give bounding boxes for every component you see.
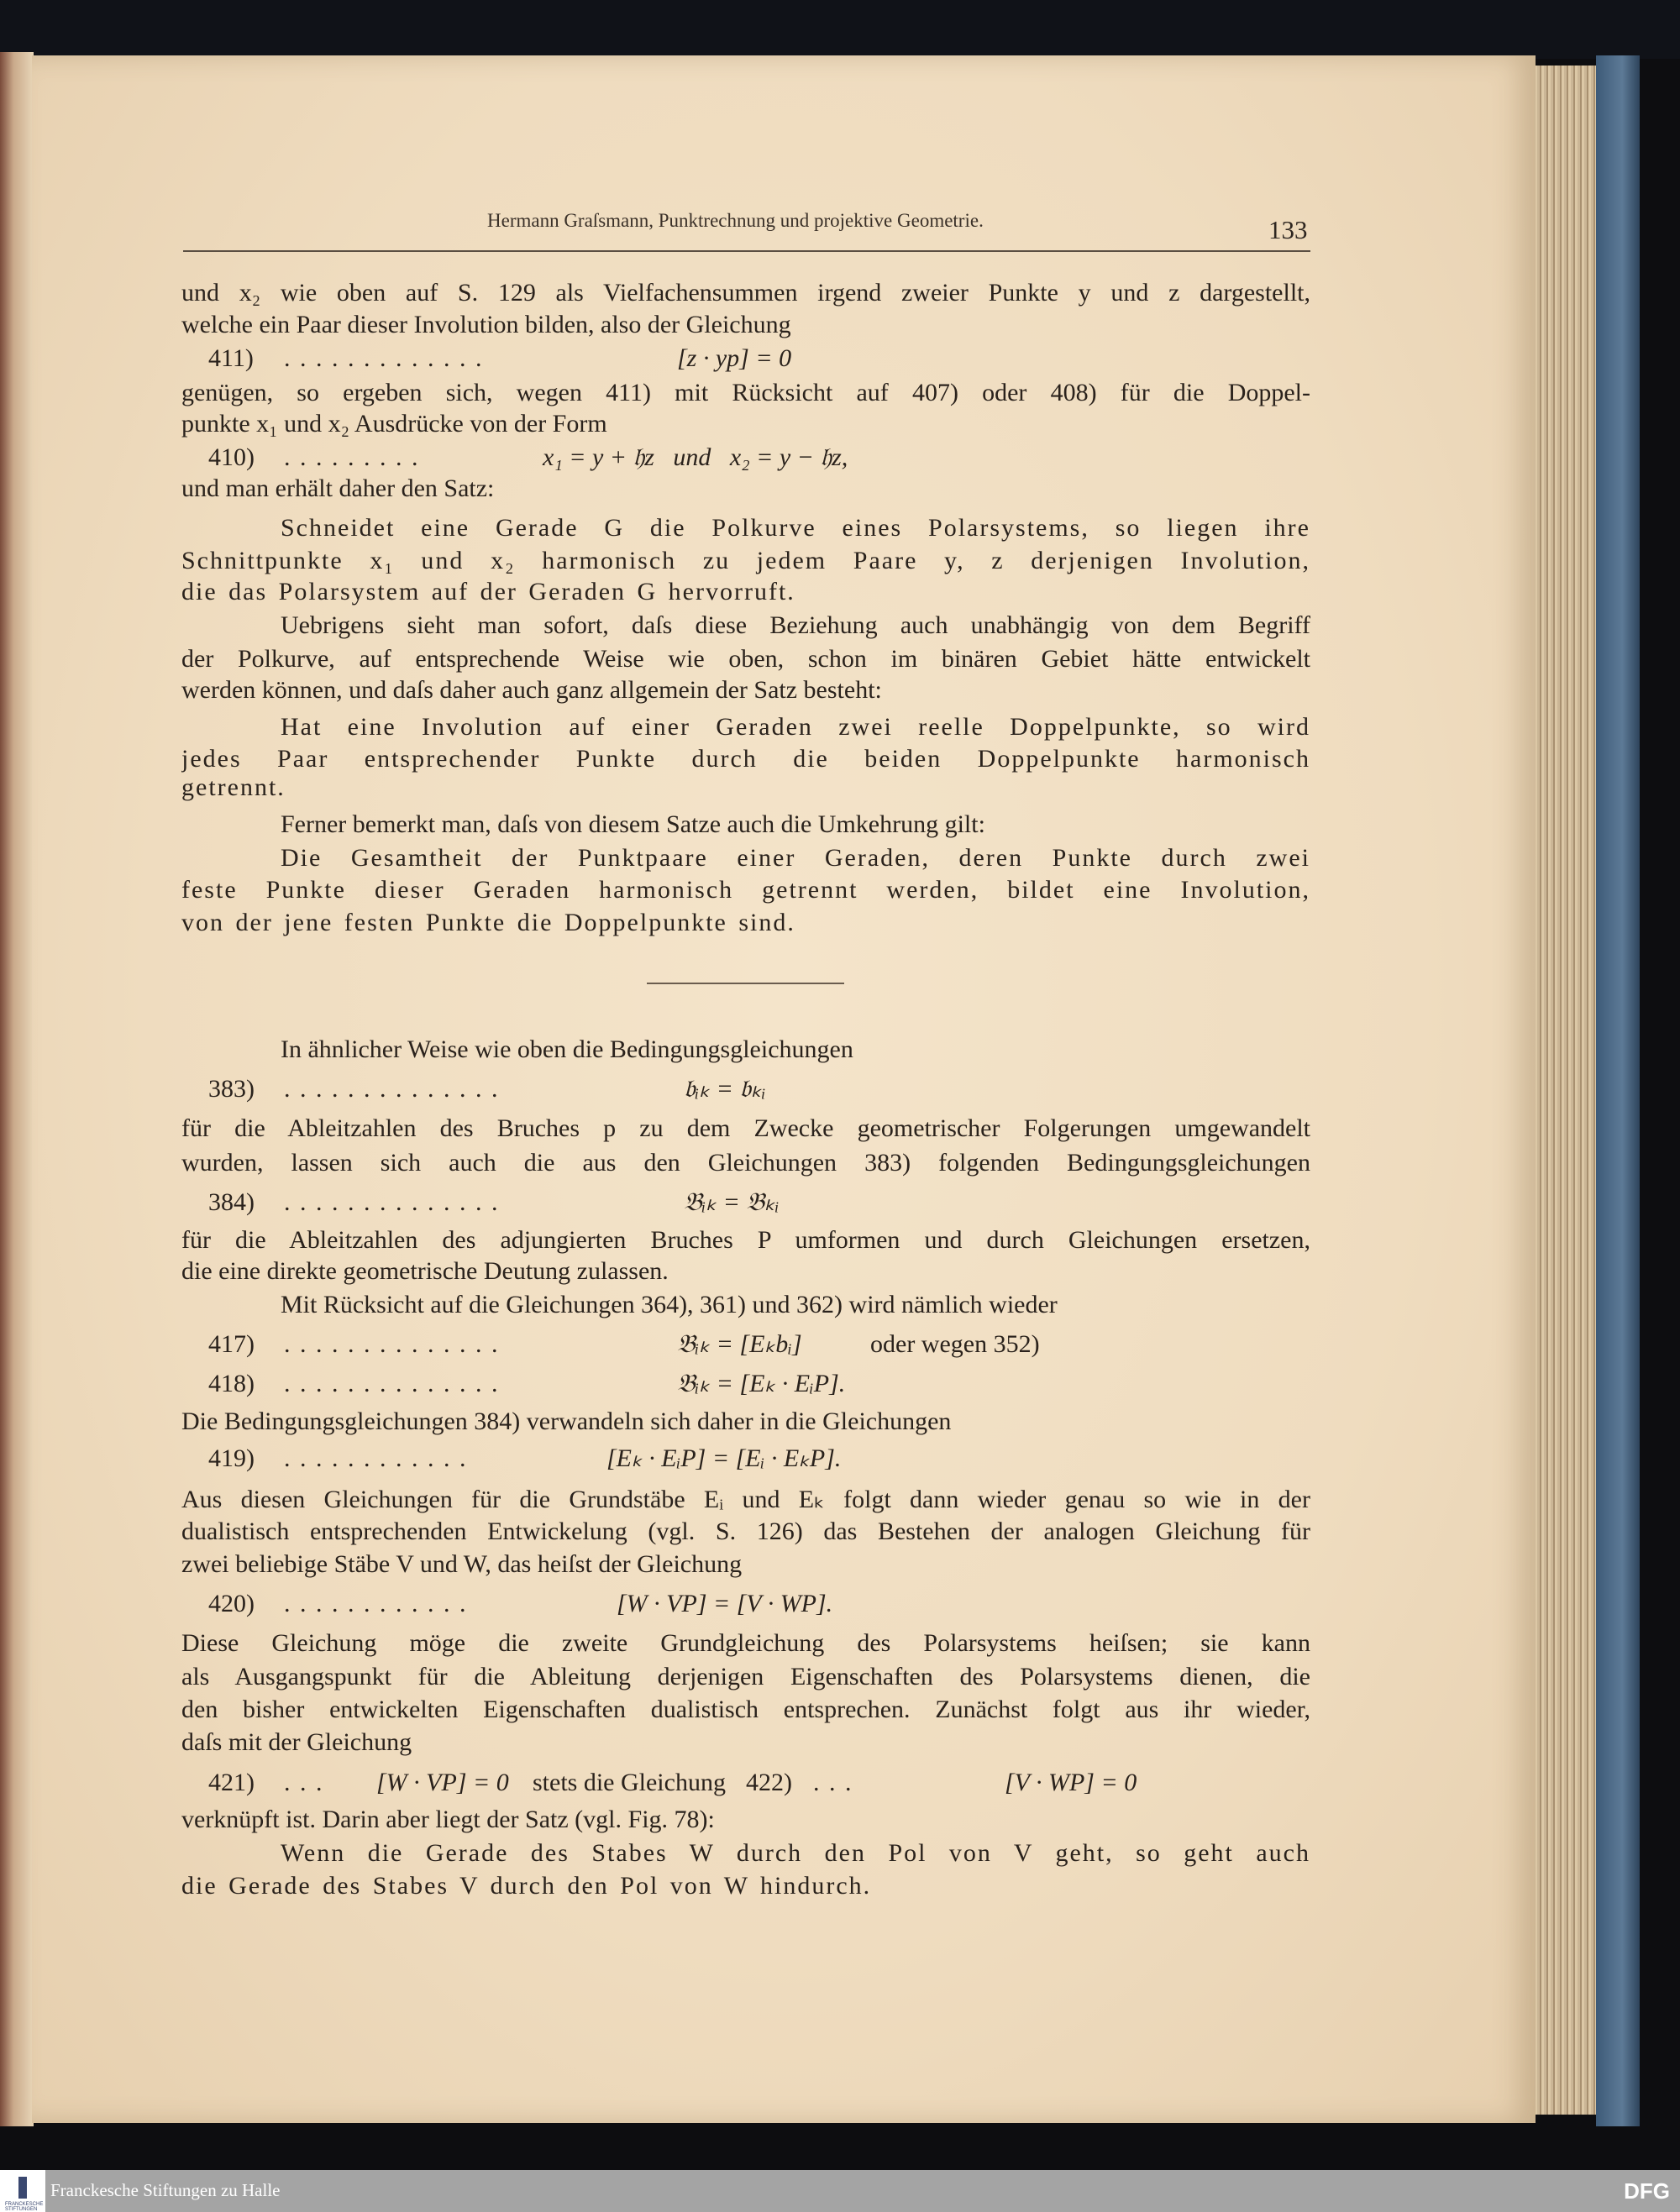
text-line: welche ein Paar dieser Involution bilden, also der Gleichung	[181, 311, 791, 338]
leader-dots: . . . . . . . . . . . .	[284, 1590, 468, 1617]
text-line: für die Ableitzahlen des Bruches p zu dem Zwecke geometrischer Folgerungen umgewandelt	[181, 1114, 1310, 1142]
equation-row	[208, 343, 1300, 375]
equation-row	[208, 1187, 1300, 1219]
text-line: jedes Paar entsprechender Punkte durch die beiden Doppelpunkte harmonisch	[181, 745, 1310, 773]
book-binding-left	[0, 52, 34, 2126]
text-line: Schnittpunkte x₁ und x₂ harmonisch zu jedem Paare y, z derjenigen Involution,	[181, 547, 1310, 574]
equation-text: oder wegen 352)	[870, 1330, 1040, 1358]
equation-formula: [W · VP] = [V · WP].	[617, 1590, 833, 1617]
text-line: Diese Gleichung möge die zweite Grundgleichung des Polarsystems heiſsen; sie kann	[181, 1629, 1310, 1657]
equation-formula: 𝔅ᵢₖ = [Eₖbᵢ]	[677, 1330, 802, 1358]
text-line: den bisher entwickelten Eigenschaften dualistisch entsprechen. Zunächst folgt aus ihr wieder,	[181, 1696, 1310, 1723]
equation-formula: 𝔅ᵢₖ = 𝔅ₖᵢ	[684, 1188, 780, 1216]
text-line: und x₂ wie oben auf S. 129 als Vielfachensummen irgend zweier Punkte y und z dargestellt,	[181, 279, 1310, 307]
leader-dots: . . . . . . . . . . . . . .	[284, 1188, 500, 1216]
viewer-footer	[0, 2170, 1680, 2212]
text-line: getrennt.	[181, 773, 286, 801]
equation-row	[208, 443, 1300, 474]
leader-dots: . . . . . . . . . . . . . .	[284, 1075, 500, 1103]
equation-row	[208, 1444, 1300, 1476]
logo-caption: FRANCKESCHE STIFTUNGEN	[5, 2202, 44, 2212]
institution-name[interactable]: Franckesche Stiftungen zu Halle	[50, 2180, 281, 2200]
equation-row	[208, 1329, 1300, 1361]
text-line: Die Bedingungsgleichungen 384) verwandeln sich daher in die Gleichungen	[181, 1407, 952, 1435]
text-line: Ferner bemerkt man, daſs von diesem Satze auch die Umkehrung gilt:	[281, 810, 985, 838]
text-line: Mit Rücksicht auf die Gleichungen 364), 361) und 362) wird nämlich wieder	[281, 1291, 1058, 1318]
equation-formula: x₁ = y + 𝔥z und x₂ = y − 𝔥z,	[543, 443, 848, 471]
equation-formula: 𝔅ᵢₖ = [Eₖ · EᵢP].	[677, 1370, 846, 1397]
text-line: und man erhält daher den Satz:	[181, 474, 495, 502]
equation-formula: [W · VP] = 0	[376, 1769, 509, 1796]
equation-formula: [V · WP] = 0	[1005, 1769, 1137, 1796]
text-line: verknüpft ist. Darin aber liegt der Satz (vgl. Fig. 78):	[181, 1806, 715, 1833]
text-line: Die Gesamtheit der Punktpaare einer Geraden, deren Punkte durch zwei	[281, 844, 1310, 872]
text-line: Hat eine Involution auf einer Geraden zwei reelle Doppelpunkte, so wird	[281, 713, 1310, 741]
equation-row	[208, 1369, 1300, 1401]
equation-number: 420)	[208, 1590, 255, 1617]
equation-number: 418)	[208, 1370, 255, 1397]
equation-number: 411)	[208, 344, 254, 372]
leader-dots: . . . . . . . . . . . . . .	[284, 1370, 500, 1397]
running-title: Hermann Graſsmann, Punktrechnung und projektive Geometrie.	[487, 210, 984, 231]
text-line: genügen, so ergeben sich, wegen 411) mit Rücksicht auf 407) oder 408) für die Doppel-	[181, 379, 1310, 406]
leader-dots: . . . . . . . . . . . . . .	[284, 1330, 500, 1358]
text-line: Aus diesen Gleichungen für die Grundstäbe Eᵢ und Eₖ folgt dann wieder genau so wie in der	[181, 1486, 1310, 1513]
text-line: In ähnlicher Weise wie oben die Bedingungsgleichungen	[281, 1035, 853, 1063]
text-line: die eine direkte geometrische Deutung zulassen.	[181, 1257, 669, 1285]
equation-row	[208, 1074, 1300, 1106]
text-line: wurden, lassen sich auch die aus den Gleichungen 383) folgenden Bedingungsgleichungen	[181, 1149, 1310, 1177]
header-rule	[183, 250, 1310, 252]
text-line: der Polkurve, auf entsprechende Weise wie oben, schon im binären Gebiet hätte entwickelt	[181, 645, 1310, 673]
equation-number: 421)	[208, 1769, 255, 1796]
text-line: zwei beliebige Stäbe V und W, das heiſst der Gleichung	[181, 1550, 743, 1578]
text-line: Wenn die Gerade des Stabes W durch den Pol von V geht, so geht auch	[281, 1839, 1310, 1867]
dfg-logo[interactable]: DFG	[1624, 2178, 1670, 2204]
leader-dots: . . .	[284, 1769, 324, 1796]
equation-number: 410)	[208, 443, 255, 471]
text-line: daſs mit der Gleichung	[181, 1728, 412, 1756]
equation-row	[208, 1589, 1300, 1621]
equation-formula: 𝔟ᵢₖ = 𝔟ₖᵢ	[684, 1075, 766, 1103]
equation-formula: [Eₖ · EᵢP] = [Eᵢ · EₖP].	[606, 1444, 842, 1472]
text-line: feste Punkte dieser Geraden harmonisch getrennt werden, bildet eine Involution,	[181, 876, 1310, 904]
text-line: Schneidet eine Gerade G die Polkurve eines Polarsystems, so liegen ihre	[281, 514, 1310, 542]
scan-background-top	[0, 0, 1680, 59]
equation-number: 417)	[208, 1330, 255, 1358]
text-line: Uebrigens sieht man sofort, daſs diese Beziehung auch unabhängig von dem Begriff	[281, 611, 1310, 639]
leader-dots: . . . . . . . . . . . . .	[284, 344, 484, 372]
page-edges	[1530, 66, 1606, 2115]
equation-row	[208, 1768, 1300, 1800]
text-line: für die Ableitzahlen des adjungierten Bruches P umformen und durch Gleichungen ersetzen,	[181, 1226, 1310, 1254]
text-line: die Gerade des Stabes V durch den Pol von W hindurch.	[181, 1872, 872, 1900]
leader-dots: . . . . . . . . .	[284, 443, 420, 471]
text-line: als Ausgangspunkt für die Ableitung derjenigen Eigenschaften des Polarsystems dienen, die	[181, 1663, 1310, 1690]
institution-logo[interactable]	[0, 2170, 45, 2212]
page-number: 133	[1268, 215, 1308, 244]
equation-number: 419)	[208, 1444, 255, 1472]
text-line: die das Polarsystem auf der Geraden G hervorruft.	[181, 578, 795, 605]
text-line: werden können, und daſs daher auch ganz allgemein der Satz besteht:	[181, 676, 882, 704]
leader-dots: . . . . . . . . . . . .	[284, 1444, 468, 1472]
book-cover-cloth	[1596, 55, 1640, 2126]
equation-text: stets die Gleichung	[533, 1769, 726, 1796]
equation-formula: [z · yp] = 0	[677, 344, 792, 372]
text-line: dualistisch entsprechenden Entwickelung (vgl. S. 126) das Bestehen der analogen Gleichung für	[181, 1517, 1310, 1545]
equation-number: 384)	[208, 1188, 255, 1216]
equation-number: 383)	[208, 1075, 255, 1103]
section-separator	[647, 983, 844, 984]
leader-dots: . . .	[813, 1769, 853, 1796]
text-line: von der jene festen Punkte die Doppelpunkte sind.	[181, 909, 795, 936]
text-line: punkte x₁ und x₂ Ausdrücke von der Form	[181, 410, 607, 438]
equation-number: 422)	[746, 1769, 792, 1796]
tower-icon	[18, 2177, 27, 2199]
